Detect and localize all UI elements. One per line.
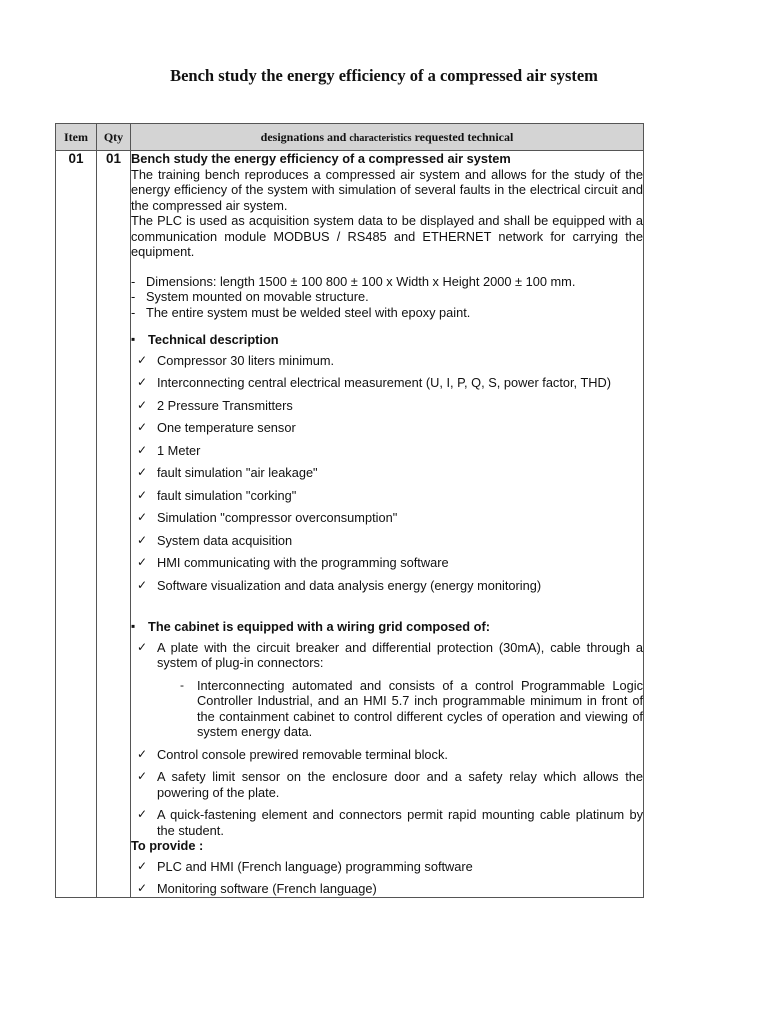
spec-list xyxy=(131,274,643,321)
spec-table xyxy=(55,123,644,898)
list-item xyxy=(131,375,643,391)
spec-item: - System mounted on movable structure. xyxy=(131,289,643,305)
cabinet-list xyxy=(131,640,643,839)
cabinet-sub-list xyxy=(157,678,643,740)
provide-list xyxy=(131,859,643,897)
list-item: ✓ Simulation "compressor overconsumption" xyxy=(131,510,643,526)
cell-description xyxy=(131,151,644,898)
table-row xyxy=(56,151,644,898)
header-desc-part1: designations and xyxy=(260,129,347,144)
sub-list-item: - Interconnecting automated and consists of a control Programmable Logic Controller Industrial, and an HMI 5.7 inch programmable minimum in front of the containment cabinet to control different cycles of operation and viewing of system energy data. xyxy=(177,678,643,740)
cabinet-heading: ▪ The cabinet is equipped with a wiring grid composed of: xyxy=(131,619,643,635)
list-item: ✓ Software visualization and data analysis energy (energy monitoring) xyxy=(131,578,643,594)
cell-item-number: 01 xyxy=(56,151,97,898)
spec-item: - The entire system must be welded steel with epoxy paint. xyxy=(131,305,643,321)
list-item: ✓ System data acquisition xyxy=(131,533,643,549)
header-desc-part3: requested technical xyxy=(414,129,514,144)
technical-list xyxy=(131,353,643,594)
intro-paragraph-1: The training bench reproduces a compressed air system and allows for the study of the energy efficiency of the system with simulation of several faults in the electrical circuit and the compressed air system. xyxy=(131,166,643,213)
table-header-row xyxy=(56,124,644,151)
spec-item: - Dimensions: length 1500 ± 100 800 ± 100 x Width x Height 2000 ± 100 mm. xyxy=(131,274,643,290)
list-item: ✓ fault simulation "corking" xyxy=(131,488,643,504)
list-item xyxy=(131,640,643,740)
list-item: ✓ fault simulation "air leakage" xyxy=(131,465,643,481)
header-desc-part2: characteristics xyxy=(349,132,412,144)
list-item: ✓ A quick-fastening element and connectors permit rapid mounting cable platinum by the student. xyxy=(131,807,643,838)
header-designations xyxy=(131,124,644,151)
row-heading: Bench study the energy efficiency of a compressed air system xyxy=(131,151,511,166)
list-item: ✓ PLC and HMI (French language) programming software xyxy=(131,859,643,875)
list-item: ✓ One temperature sensor xyxy=(131,420,643,436)
to-provide-heading: To provide : xyxy=(131,838,204,853)
list-item: ✓ Monitoring software (French language) xyxy=(131,881,643,897)
list-item: ✓ 1 Meter xyxy=(131,443,643,459)
list-item: ✓ HMI communicating with the programming software xyxy=(131,555,643,571)
cell-qty: 01 xyxy=(97,151,131,898)
list-item: ✓ Control console prewired removable terminal block. xyxy=(131,747,643,763)
list-item: ✓ A safety limit sensor on the enclosure door and a safety relay which allows the powering of the plate. xyxy=(131,769,643,800)
header-item: Item xyxy=(56,124,97,151)
intro-paragraph-2: The PLC is used as acquisition system data to be displayed and shall be equipped with a communication module MODBUS / RS485 and ETHERNET network for carrying the equipment. xyxy=(131,213,643,259)
document-title: Bench study the energy efficiency of a compressed air system xyxy=(170,66,598,85)
list-item: ✓ Compressor 30 liters minimum. xyxy=(131,353,643,369)
list-item-text: A plate with the circuit breaker and differential protection (30mA), cable through a system of plug-in connectors: xyxy=(157,639,643,670)
technical-description-heading: ▪ Technical description xyxy=(131,332,643,348)
list-item-text: Interconnecting central electrical measurement (U, I, P, Q, S, power factor, THD) xyxy=(157,375,612,390)
header-qty: Qty xyxy=(97,124,131,151)
list-item: ✓ 2 Pressure Transmitters xyxy=(131,398,643,414)
